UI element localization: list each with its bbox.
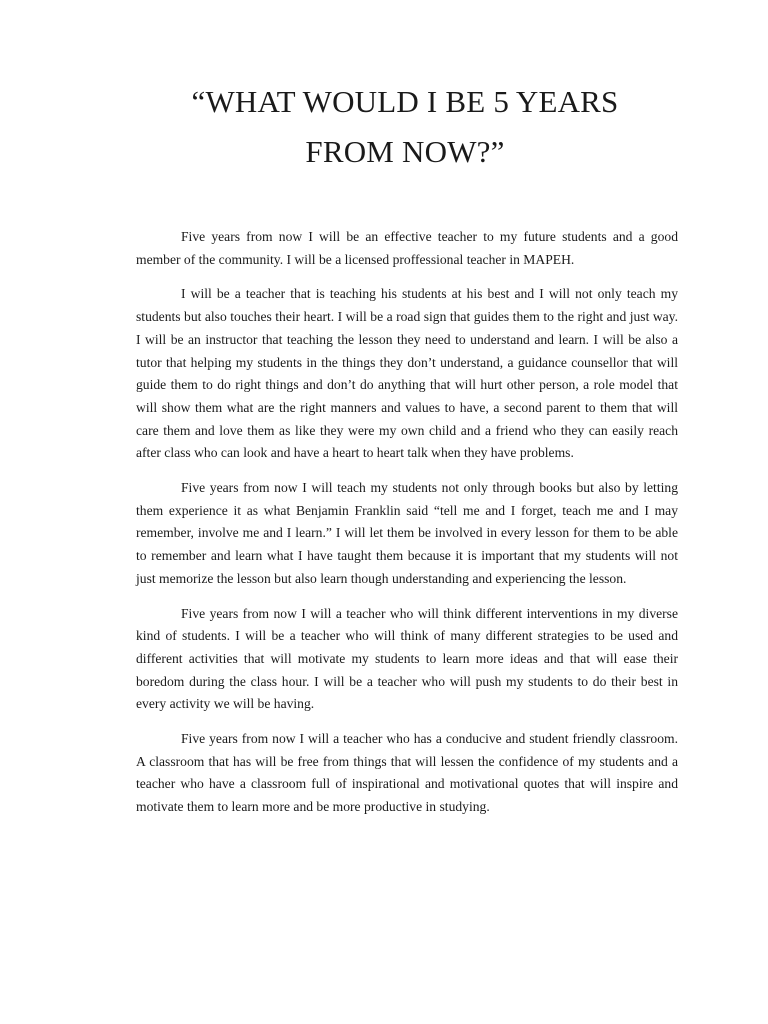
paragraph-2: I will be a teacher that is teaching his students at his best and I will not only teach my students but also touches their heart. I will be a road sign that guides them to the right and just way. I will be an instructor that teaching the lesson they need to understand and learn. I will be also a tutor that helping my students in the things they don’t understand, a guidance counsellor that will guide them to do right things and don’t do anything that will hurt other person, a role model that will show them what are the right manners and values to have, a second parent to them that will care them and love them as like they were my own child and a friend who they can easily reach after class who can look and have a heart to heart talk when they have problems. [136,286,678,461]
document-title [100,77,710,177]
document-body [136,226,678,830]
title-line-1: “WHAT WOULD I BE 5 YEARS [191,84,619,119]
paragraph-4: Five years from now I will a teacher who will think different interventions in my diverse kind of students. I will be a teacher who will think of many different strategies to be used and different activities that will motivate my students to learn more ideas and that will ease their boredom during the class hour. I will be a teacher who will push my students to do their best in every activity we will be having. [136,605,678,712]
paragraph-1: Five years from now I will be an effective teacher to my future students and a good member of the community. I will be a licensed proffessional teacher in MAPEH. [136,229,678,267]
title-line-2: FROM NOW?” [305,134,505,169]
paragraph-5: Five years from now I will a teacher who has a conducive and student friendly classroom. A classroom that has will be free from things that will lessen the confidence of my students and a teacher who have a classroom full of inspirational and motivational quotes that will inspire and motivate them to learn more and be more productive in studying. [136,731,678,815]
paragraph-3: Five years from now I will teach my students not only through books but also by letting them experience it as what Benjamin Franklin said “tell me and I forget, teach me and I may remember, involve me and I learn.” I will let them be involved in every lesson for them to be able to remember and learn what I have taught them because it is important that my students will not just memorize the lesson but also learn though understanding and experiencing the lesson. [136,480,678,586]
